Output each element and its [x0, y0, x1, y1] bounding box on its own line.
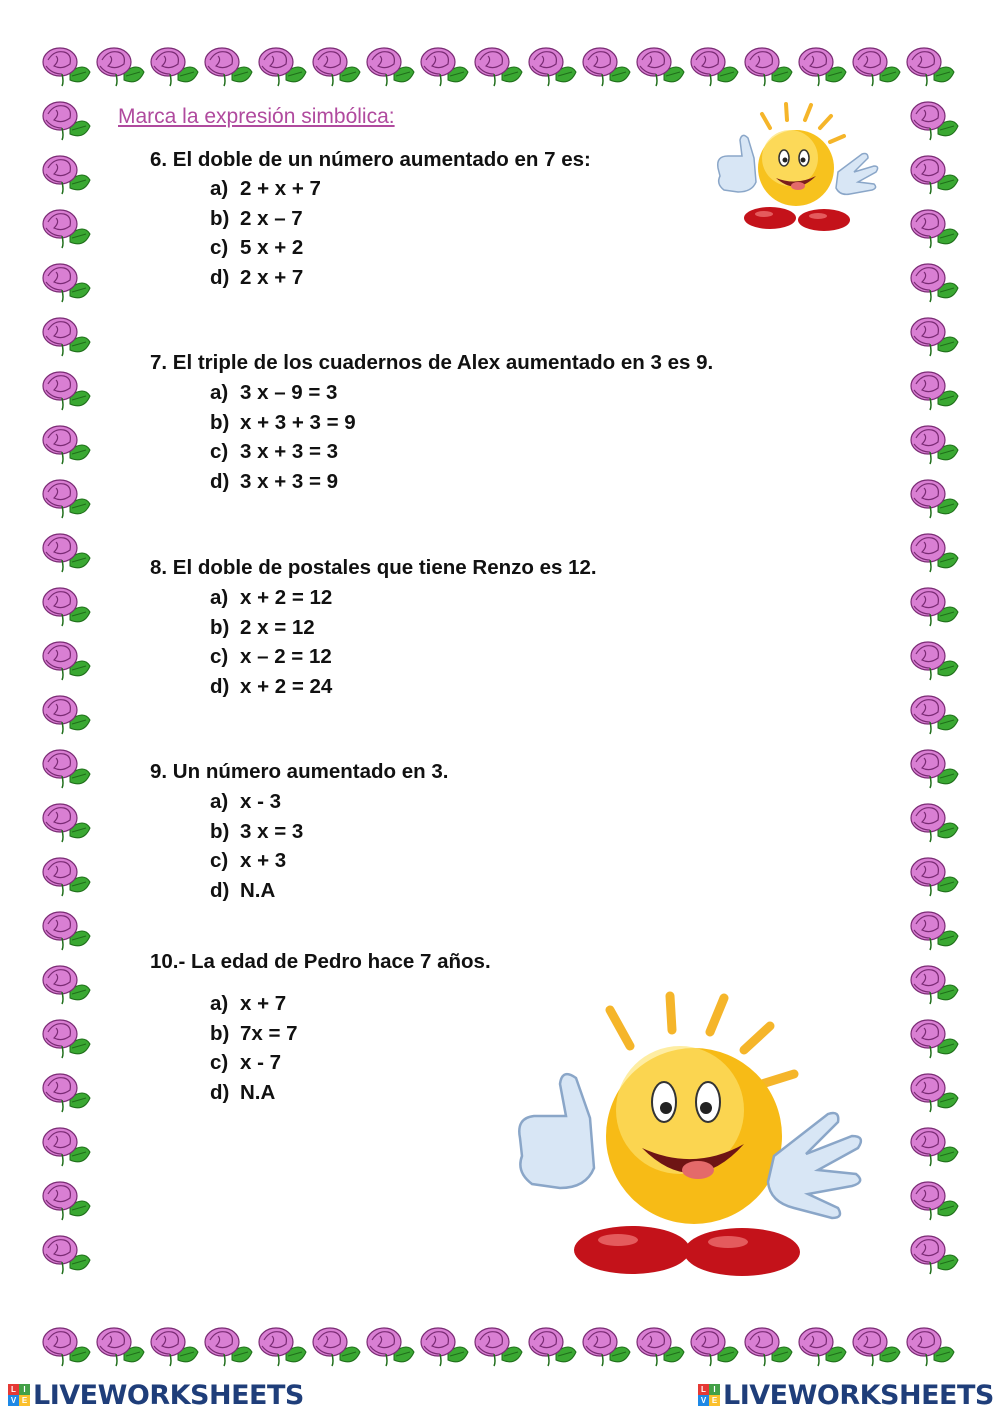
rose-border-icon — [40, 1122, 92, 1168]
rose-border-icon — [908, 204, 960, 250]
option-10c[interactable]: c) x - 7 — [210, 1051, 282, 1074]
option-8a[interactable]: a) x + 2 = 12 — [210, 586, 333, 609]
rose-border-icon — [40, 636, 92, 682]
rose-border-icon — [908, 852, 960, 898]
option-7c[interactable]: c) 3 x + 3 = 3 — [210, 440, 339, 463]
rose-border-icon — [40, 744, 92, 790]
question-8-prompt: 8. El doble de postales que tiene Renzo es 12. — [150, 556, 597, 579]
question-8-options — [210, 583, 332, 701]
option-8b[interactable]: b) 2 x = 12 — [210, 615, 315, 639]
rose-border-icon — [580, 42, 632, 88]
rose-border-icon — [908, 960, 960, 1006]
rose-border-icon — [40, 474, 92, 520]
sun-mascot-large-icon — [512, 988, 892, 1288]
rose-border-icon — [148, 1322, 200, 1368]
rose-border-icon — [908, 366, 960, 412]
question-10-options — [210, 989, 298, 1107]
rose-border-icon — [908, 420, 960, 466]
rose-border-icon — [850, 42, 902, 88]
rose-border-icon — [40, 420, 92, 466]
rose-border-icon — [40, 1322, 92, 1368]
option-8c[interactable]: c) x – 2 = 12 — [210, 645, 332, 668]
option-7a[interactable]: a) 3 x – 9 = 3 — [210, 381, 338, 404]
rose-border-icon — [40, 258, 92, 304]
rose-border-icon — [908, 582, 960, 628]
rose-border-icon — [40, 582, 92, 628]
rose-border-icon — [40, 906, 92, 952]
logo-text-right: LIVEWORKSHEETS — [723, 1379, 994, 1411]
logo-text-left: LIVEWORKSHEETS — [33, 1379, 304, 1411]
rose-border-icon — [908, 474, 960, 520]
rose-border-icon — [418, 42, 470, 88]
question-7-prompt: 7. El triple de los cuadernos de Alex aumentado en 3 es 9. — [150, 351, 714, 374]
rose-border-icon — [850, 1322, 902, 1368]
rose-border-icon — [634, 42, 686, 88]
option-9d[interactable]: d) N.A — [210, 878, 276, 902]
rose-border-icon — [472, 1322, 524, 1368]
rose-border-icon — [364, 42, 416, 88]
rose-border-icon — [40, 150, 92, 196]
rose-border-icon — [40, 528, 92, 574]
option-10b[interactable]: b) 7x = 7 — [210, 1021, 298, 1045]
liveworksheets-mark-icon: L I V E — [698, 1384, 720, 1406]
rose-border-icon — [908, 906, 960, 952]
rose-border-icon — [310, 42, 362, 88]
rose-border-icon — [40, 960, 92, 1006]
rose-border-icon — [908, 798, 960, 844]
rose-border-icon — [908, 528, 960, 574]
rose-border-icon — [418, 1322, 470, 1368]
question-6-prompt: 6. El doble de un número aumentado en 7 es: — [150, 148, 591, 171]
rose-border-icon — [908, 312, 960, 358]
rose-border-icon — [908, 636, 960, 682]
rose-border-icon — [796, 42, 848, 88]
rose-border-icon — [40, 1176, 92, 1222]
rose-border-icon — [364, 1322, 416, 1368]
rose-border-icon — [40, 798, 92, 844]
rose-border-icon — [310, 1322, 362, 1368]
rose-border-icon — [40, 690, 92, 736]
rose-border-icon — [40, 312, 92, 358]
rose-border-icon — [256, 1322, 308, 1368]
rose-border-icon — [908, 690, 960, 736]
option-6b[interactable]: b) 2 x – 7 — [210, 206, 303, 230]
question-9-prompt: 9. Un número aumentado en 3. — [150, 760, 449, 783]
rose-border-icon — [526, 1322, 578, 1368]
option-9c[interactable]: c) x + 3 — [210, 849, 287, 872]
liveworksheets-logo-right[interactable] — [698, 1378, 994, 1412]
rose-border-icon — [580, 1322, 632, 1368]
option-8d[interactable]: d) x + 2 = 24 — [210, 674, 333, 698]
rose-border-icon — [40, 96, 92, 142]
liveworksheets-mark-icon: L I V E — [8, 1384, 30, 1406]
rose-border-icon — [94, 42, 146, 88]
sun-mascot-small-icon — [712, 100, 882, 235]
rose-border-icon — [688, 1322, 740, 1368]
option-6c[interactable]: c) 5 x + 2 — [210, 236, 304, 259]
option-7d[interactable]: d) 3 x + 3 = 9 — [210, 469, 339, 493]
option-7b[interactable]: b) x + 3 + 3 = 9 — [210, 410, 356, 434]
rose-border-icon — [908, 1176, 960, 1222]
question-6-options — [210, 174, 321, 292]
rose-border-icon — [796, 1322, 848, 1368]
option-9b[interactable]: b) 3 x = 3 — [210, 819, 304, 843]
rose-border-icon — [40, 1014, 92, 1060]
question-7-options — [210, 378, 356, 496]
rose-border-icon — [908, 96, 960, 142]
rose-border-icon — [688, 42, 740, 88]
rose-border-icon — [202, 42, 254, 88]
option-10d[interactable]: d) N.A — [210, 1080, 276, 1104]
question-10-prompt: 10.- La edad de Pedro hace 7 años. — [150, 950, 491, 973]
rose-border-icon — [908, 1014, 960, 1060]
rose-border-icon — [908, 1230, 960, 1276]
rose-border-icon — [40, 366, 92, 412]
instruction-title: Marca la expresión simbólica: — [118, 105, 395, 128]
option-10a[interactable]: a) x + 7 — [210, 992, 287, 1015]
rose-border-icon — [904, 42, 956, 88]
rose-border-icon — [908, 1122, 960, 1168]
option-9a[interactable]: a) x - 3 — [210, 790, 282, 813]
rose-border-icon — [40, 204, 92, 250]
rose-border-icon — [94, 1322, 146, 1368]
rose-border-icon — [40, 42, 92, 88]
rose-border-icon — [202, 1322, 254, 1368]
rose-border-icon — [256, 42, 308, 88]
rose-border-icon — [904, 1322, 956, 1368]
option-6d[interactable]: d) 2 x + 7 — [210, 265, 304, 289]
rose-border-icon — [634, 1322, 686, 1368]
rose-border-icon — [526, 42, 578, 88]
rose-border-icon — [908, 258, 960, 304]
rose-border-icon — [40, 1068, 92, 1114]
question-9-options — [210, 787, 303, 905]
rose-border-icon — [40, 852, 92, 898]
rose-border-icon — [40, 1230, 92, 1276]
rose-border-icon — [908, 744, 960, 790]
rose-border-icon — [742, 1322, 794, 1368]
liveworksheets-logo-left[interactable] — [8, 1378, 304, 1412]
option-6a[interactable]: a) 2 + x + 7 — [210, 177, 321, 200]
rose-border-icon — [472, 42, 524, 88]
rose-border-icon — [908, 1068, 960, 1114]
rose-border-icon — [908, 150, 960, 196]
rose-border-icon — [742, 42, 794, 88]
rose-border-icon — [148, 42, 200, 88]
